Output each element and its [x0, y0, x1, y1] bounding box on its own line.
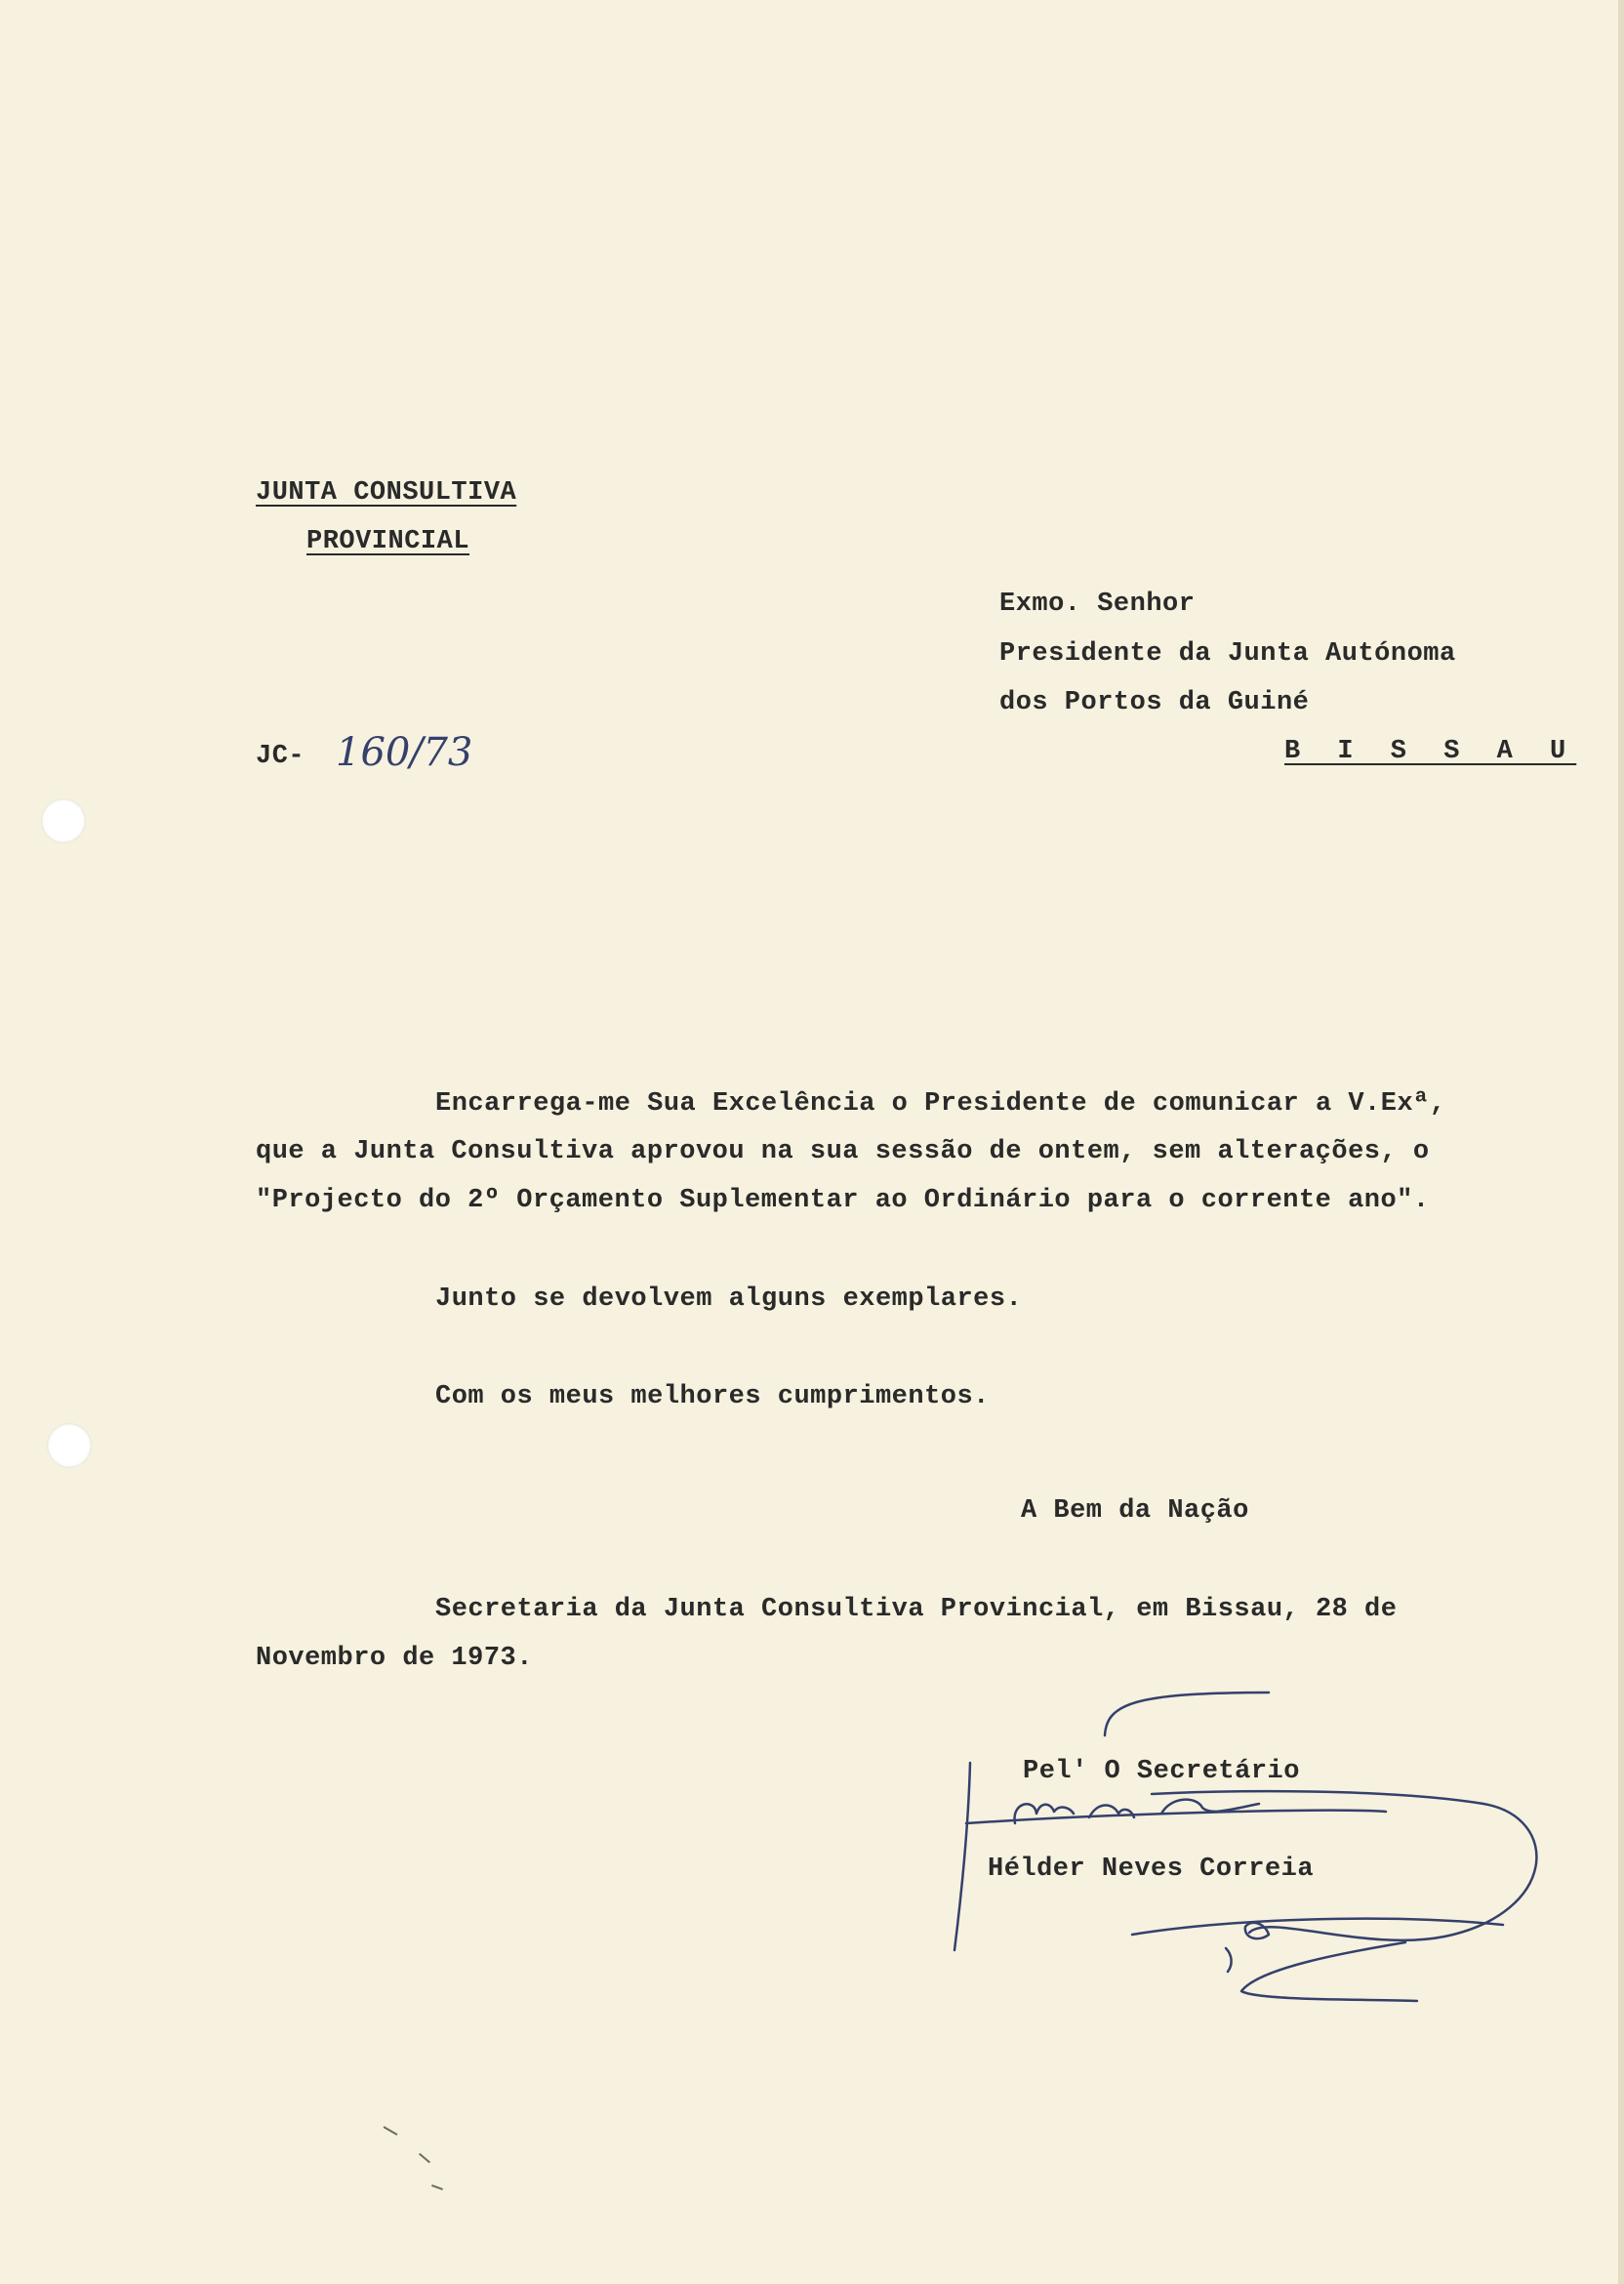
place-date-line-2: Novembro de 1973. [256, 1644, 533, 1673]
signatory-title: Pel' O Secretário [1023, 1757, 1300, 1786]
recipient-city: B I S S A U [1284, 737, 1577, 766]
reference-prefix: JC- [256, 742, 305, 771]
letterhead-line-2: PROVINCIAL [306, 527, 470, 556]
body-paragraph-2: Junto se devolvem alguns exemplares. [435, 1285, 1023, 1314]
recipient-line-1: Presidente da Junta Autónoma [999, 639, 1456, 669]
recipient-salutation: Exmo. Senhor [999, 590, 1196, 619]
body-paragraph-1-line-1: Encarrega-me Sua Excelência o Presidente de comunicar a V.Exª, [435, 1089, 1446, 1119]
reference-year: /73 [410, 730, 473, 775]
body-paragraph-1-line-2: que a Junta Consultiva aprovou na sua sessão de ontem, sem alterações, o [256, 1137, 1430, 1166]
place-date-line-1: Secretaria da Junta Consultiva Provincial, em Bissau, 28 de [435, 1595, 1398, 1624]
reference-handwritten-number: 160 [336, 730, 411, 775]
signatory-name: Hélder Neves Correia [988, 1855, 1315, 1884]
body-paragraph-1-line-3: "Projecto do 2º Orçamento Suplementar ao Ordinário para o corrente ano". [256, 1186, 1430, 1215]
letterhead-line-1: JUNTA CONSULTIVA [256, 478, 517, 508]
closing-formula: A Bem da Nação [1021, 1496, 1249, 1526]
recipient-line-2: dos Portos da Guiné [999, 688, 1310, 717]
body-paragraph-3: Com os meus melhores cumprimentos. [435, 1382, 990, 1411]
